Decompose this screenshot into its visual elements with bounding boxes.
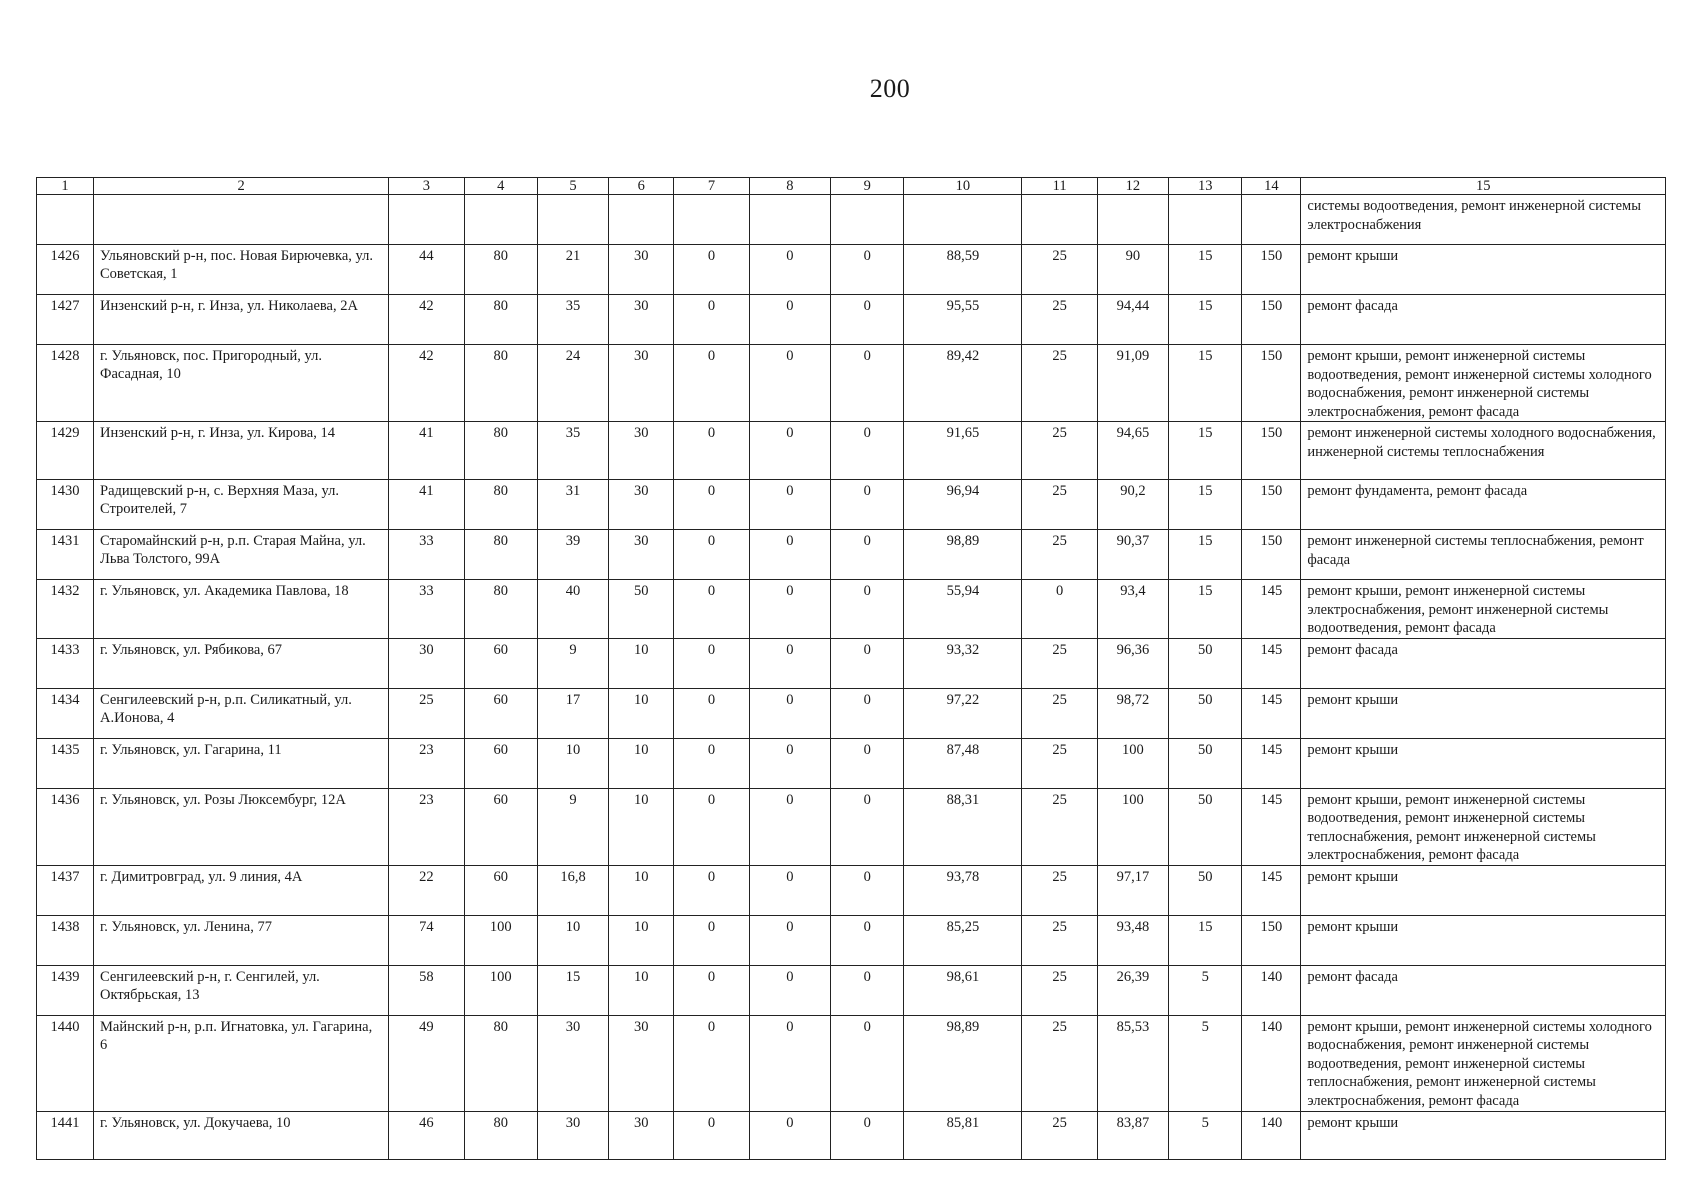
table-row xyxy=(37,480,1666,530)
value-cell: 60 xyxy=(464,865,537,915)
value-cell: 0 xyxy=(831,480,904,530)
value-cell: 150 xyxy=(1242,295,1301,345)
row-id-cell: 1438 xyxy=(37,915,94,965)
value-cell: 0 xyxy=(749,738,830,788)
value-cell: 5 xyxy=(1169,1015,1242,1111)
column-header: 8 xyxy=(749,178,830,195)
empty-cell xyxy=(94,195,389,245)
value-cell: 33 xyxy=(389,530,464,580)
value-cell: 0 xyxy=(674,865,749,915)
value-cell: 0 xyxy=(674,688,749,738)
value-cell: 0 xyxy=(749,915,830,965)
value-cell: 150 xyxy=(1242,245,1301,295)
value-cell: 145 xyxy=(1242,638,1301,688)
value-cell: 15 xyxy=(537,965,608,1015)
value-cell: 39 xyxy=(537,530,608,580)
value-cell: 145 xyxy=(1242,865,1301,915)
value-cell: 150 xyxy=(1242,530,1301,580)
value-cell: 85,25 xyxy=(904,915,1022,965)
value-cell: 0 xyxy=(749,422,830,480)
empty-cell xyxy=(749,195,830,245)
value-cell: 50 xyxy=(1169,865,1242,915)
address-cell: Старомайнский р-н, р.п. Старая Майна, ул. Льва Толстого, 99А xyxy=(94,530,389,580)
table-row xyxy=(37,1015,1666,1111)
value-cell: 93,4 xyxy=(1097,580,1168,639)
value-cell: 93,48 xyxy=(1097,915,1168,965)
value-cell: 0 xyxy=(749,965,830,1015)
value-cell: 87,48 xyxy=(904,738,1022,788)
value-cell: 49 xyxy=(389,1015,464,1111)
value-cell: 88,31 xyxy=(904,788,1022,865)
value-cell: 0 xyxy=(674,530,749,580)
value-cell: 97,22 xyxy=(904,688,1022,738)
value-cell: 50 xyxy=(609,580,674,639)
value-cell: 90 xyxy=(1097,245,1168,295)
table-row xyxy=(37,965,1666,1015)
value-cell: 97,17 xyxy=(1097,865,1168,915)
address-cell: Радищевский р-н, с. Верхняя Маза, ул. Строителей, 7 xyxy=(94,480,389,530)
value-cell: 0 xyxy=(831,295,904,345)
value-cell: 0 xyxy=(674,638,749,688)
value-cell: 25 xyxy=(1022,965,1097,1015)
value-cell: 150 xyxy=(1242,480,1301,530)
address-cell: г. Ульяновск, ул. Ленина, 77 xyxy=(94,915,389,965)
value-cell: 80 xyxy=(464,295,537,345)
value-cell: 94,44 xyxy=(1097,295,1168,345)
value-cell: 10 xyxy=(609,788,674,865)
empty-cell xyxy=(37,195,94,245)
value-cell: 0 xyxy=(749,530,830,580)
value-cell: 0 xyxy=(831,530,904,580)
row-id-cell: 1426 xyxy=(37,245,94,295)
table-row xyxy=(37,530,1666,580)
table-row xyxy=(37,245,1666,295)
address-cell: г. Ульяновск, ул. Розы Люксембург, 12А xyxy=(94,788,389,865)
value-cell: 25 xyxy=(1022,345,1097,422)
value-cell: 26,39 xyxy=(1097,965,1168,1015)
column-header: 12 xyxy=(1097,178,1168,195)
row-id-cell: 1430 xyxy=(37,480,94,530)
row-id-cell: 1441 xyxy=(37,1111,94,1159)
value-cell: 25 xyxy=(1022,915,1097,965)
value-cell: 90,2 xyxy=(1097,480,1168,530)
row-id-cell: 1440 xyxy=(37,1015,94,1111)
value-cell: 80 xyxy=(464,1111,537,1159)
value-cell: 0 xyxy=(831,345,904,422)
value-cell: 0 xyxy=(749,688,830,738)
column-header: 7 xyxy=(674,178,749,195)
value-cell: 95,55 xyxy=(904,295,1022,345)
works-cell: ремонт крыши xyxy=(1301,915,1666,965)
row-id-cell: 1437 xyxy=(37,865,94,915)
value-cell: 0 xyxy=(674,345,749,422)
value-cell: 98,89 xyxy=(904,530,1022,580)
value-cell: 100 xyxy=(1097,788,1168,865)
value-cell: 140 xyxy=(1242,1015,1301,1111)
works-cell: ремонт крыши, ремонт инженерной системы электроснабжения, ремонт инженерной системы водоотведения, ремонт фасада xyxy=(1301,580,1666,639)
value-cell: 80 xyxy=(464,422,537,480)
value-cell: 0 xyxy=(749,865,830,915)
value-cell: 0 xyxy=(674,1015,749,1111)
value-cell: 41 xyxy=(389,480,464,530)
table-row xyxy=(37,345,1666,422)
empty-cell xyxy=(537,195,608,245)
value-cell: 25 xyxy=(1022,1111,1097,1159)
value-cell: 17 xyxy=(537,688,608,738)
address-cell: Сенгилеевский р-н, г. Сенгилей, ул. Октябрьская, 13 xyxy=(94,965,389,1015)
column-header: 13 xyxy=(1169,178,1242,195)
value-cell: 0 xyxy=(749,580,830,639)
works-cell: ремонт фасада xyxy=(1301,965,1666,1015)
value-cell: 58 xyxy=(389,965,464,1015)
value-cell: 100 xyxy=(464,915,537,965)
works-cell: ремонт крыши, ремонт инженерной системы холодного водоснабжения, ремонт инженерной системы водоотведения, ремонт инженерной системы теплоснабжения, ремонт инженерной системы электроснабжения, ремонт фасада xyxy=(1301,1015,1666,1111)
value-cell: 83,87 xyxy=(1097,1111,1168,1159)
continuation-row xyxy=(37,195,1666,245)
value-cell: 15 xyxy=(1169,480,1242,530)
empty-cell xyxy=(464,195,537,245)
value-cell: 0 xyxy=(749,788,830,865)
value-cell: 0 xyxy=(749,295,830,345)
value-cell: 15 xyxy=(1169,580,1242,639)
value-cell: 10 xyxy=(609,915,674,965)
address-cell: Ульяновский р-н, пос. Новая Бирючевка, ул. Советская, 1 xyxy=(94,245,389,295)
value-cell: 10 xyxy=(609,738,674,788)
value-cell: 30 xyxy=(609,480,674,530)
value-cell: 0 xyxy=(831,638,904,688)
value-cell: 0 xyxy=(831,965,904,1015)
value-cell: 96,94 xyxy=(904,480,1022,530)
value-cell: 80 xyxy=(464,245,537,295)
empty-cell xyxy=(609,195,674,245)
value-cell: 35 xyxy=(537,422,608,480)
works-cell: ремонт крыши, ремонт инженерной системы водоотведения, ремонт инженерной системы теплоснабжения, ремонт инженерной системы электроснабжения, ремонт фасада xyxy=(1301,788,1666,865)
table-row xyxy=(37,295,1666,345)
value-cell: 0 xyxy=(1022,580,1097,639)
value-cell: 60 xyxy=(464,638,537,688)
value-cell: 150 xyxy=(1242,915,1301,965)
value-cell: 80 xyxy=(464,580,537,639)
value-cell: 0 xyxy=(674,580,749,639)
works-cell: ремонт крыши xyxy=(1301,738,1666,788)
works-cell: ремонт крыши xyxy=(1301,688,1666,738)
value-cell: 5 xyxy=(1169,1111,1242,1159)
value-cell: 80 xyxy=(464,480,537,530)
empty-cell xyxy=(674,195,749,245)
value-cell: 60 xyxy=(464,788,537,865)
value-cell: 80 xyxy=(464,345,537,422)
works-cell: ремонт крыши xyxy=(1301,245,1666,295)
value-cell: 9 xyxy=(537,638,608,688)
value-cell: 50 xyxy=(1169,688,1242,738)
value-cell: 0 xyxy=(831,788,904,865)
value-cell: 0 xyxy=(831,688,904,738)
value-cell: 145 xyxy=(1242,688,1301,738)
column-header: 2 xyxy=(94,178,389,195)
value-cell: 0 xyxy=(674,788,749,865)
column-header: 11 xyxy=(1022,178,1097,195)
value-cell: 88,59 xyxy=(904,245,1022,295)
value-cell: 25 xyxy=(1022,245,1097,295)
value-cell: 0 xyxy=(749,245,830,295)
value-cell: 100 xyxy=(1097,738,1168,788)
value-cell: 25 xyxy=(1022,480,1097,530)
value-cell: 25 xyxy=(1022,1015,1097,1111)
value-cell: 15 xyxy=(1169,345,1242,422)
value-cell: 85,81 xyxy=(904,1111,1022,1159)
value-cell: 42 xyxy=(389,295,464,345)
value-cell: 22 xyxy=(389,865,464,915)
row-id-cell: 1431 xyxy=(37,530,94,580)
works-cell: системы водоотведения, ремонт инженерной системы электроснабжения xyxy=(1301,195,1666,245)
value-cell: 44 xyxy=(389,245,464,295)
value-cell: 0 xyxy=(674,1111,749,1159)
works-cell: ремонт крыши, ремонт инженерной системы водоотведения, ремонт инженерной системы холодного водоснабжения, ремонт инженерной системы электроснабжения, ремонт фасада xyxy=(1301,345,1666,422)
row-id-cell: 1435 xyxy=(37,738,94,788)
value-cell: 100 xyxy=(464,965,537,1015)
table-row xyxy=(37,915,1666,965)
value-cell: 30 xyxy=(609,345,674,422)
column-header: 4 xyxy=(464,178,537,195)
works-cell: ремонт крыши xyxy=(1301,865,1666,915)
empty-cell xyxy=(1242,195,1301,245)
address-cell: г. Ульяновск, ул. Рябикова, 67 xyxy=(94,638,389,688)
address-cell: г. Димитровград, ул. 9 линия, 4А xyxy=(94,865,389,915)
value-cell: 0 xyxy=(749,480,830,530)
value-cell: 25 xyxy=(1022,788,1097,865)
value-cell: 24 xyxy=(537,345,608,422)
value-cell: 80 xyxy=(464,1015,537,1111)
value-cell: 5 xyxy=(1169,965,1242,1015)
value-cell: 0 xyxy=(674,738,749,788)
value-cell: 90,37 xyxy=(1097,530,1168,580)
row-id-cell: 1434 xyxy=(37,688,94,738)
table-row xyxy=(37,788,1666,865)
value-cell: 94,65 xyxy=(1097,422,1168,480)
value-cell: 0 xyxy=(749,1111,830,1159)
row-id-cell: 1427 xyxy=(37,295,94,345)
value-cell: 0 xyxy=(674,245,749,295)
table-row xyxy=(37,422,1666,480)
column-header: 14 xyxy=(1242,178,1301,195)
value-cell: 15 xyxy=(1169,915,1242,965)
works-cell: ремонт крыши xyxy=(1301,1111,1666,1159)
address-cell: г. Ульяновск, пос. Пригородный, ул. Фасадная, 10 xyxy=(94,345,389,422)
value-cell: 40 xyxy=(537,580,608,639)
value-cell: 30 xyxy=(609,1015,674,1111)
value-cell: 25 xyxy=(389,688,464,738)
value-cell: 15 xyxy=(1169,245,1242,295)
value-cell: 15 xyxy=(1169,530,1242,580)
value-cell: 46 xyxy=(389,1111,464,1159)
value-cell: 96,36 xyxy=(1097,638,1168,688)
value-cell: 10 xyxy=(609,638,674,688)
value-cell: 30 xyxy=(537,1111,608,1159)
column-header: 5 xyxy=(537,178,608,195)
address-cell: Сенгилеевский р-н, р.п. Силикатный, ул. А.Ионова, 4 xyxy=(94,688,389,738)
value-cell: 60 xyxy=(464,688,537,738)
value-cell: 0 xyxy=(831,422,904,480)
value-cell: 0 xyxy=(831,580,904,639)
row-id-cell: 1439 xyxy=(37,965,94,1015)
value-cell: 9 xyxy=(537,788,608,865)
address-cell: Инзенский р-н, г. Инза, ул. Кирова, 14 xyxy=(94,422,389,480)
value-cell: 74 xyxy=(389,915,464,965)
value-cell: 10 xyxy=(609,688,674,738)
value-cell: 50 xyxy=(1169,788,1242,865)
value-cell: 55,94 xyxy=(904,580,1022,639)
table-row xyxy=(37,865,1666,915)
empty-cell xyxy=(389,195,464,245)
value-cell: 0 xyxy=(749,345,830,422)
value-cell: 140 xyxy=(1242,965,1301,1015)
value-cell: 145 xyxy=(1242,788,1301,865)
table-row xyxy=(37,738,1666,788)
value-cell: 0 xyxy=(674,965,749,1015)
works-cell: ремонт фасада xyxy=(1301,295,1666,345)
row-id-cell: 1433 xyxy=(37,638,94,688)
column-header: 15 xyxy=(1301,178,1666,195)
value-cell: 50 xyxy=(1169,638,1242,688)
value-cell: 25 xyxy=(1022,738,1097,788)
value-cell: 0 xyxy=(749,1015,830,1111)
works-cell: ремонт инженерной системы холодного водоснабжения, инженерной системы теплоснабжения xyxy=(1301,422,1666,480)
empty-cell xyxy=(904,195,1022,245)
value-cell: 33 xyxy=(389,580,464,639)
value-cell: 10 xyxy=(537,738,608,788)
value-cell: 98,61 xyxy=(904,965,1022,1015)
value-cell: 0 xyxy=(831,738,904,788)
column-header: 10 xyxy=(904,178,1022,195)
value-cell: 41 xyxy=(389,422,464,480)
value-cell: 98,89 xyxy=(904,1015,1022,1111)
value-cell: 145 xyxy=(1242,580,1301,639)
value-cell: 150 xyxy=(1242,345,1301,422)
column-header: 6 xyxy=(609,178,674,195)
value-cell: 15 xyxy=(1169,422,1242,480)
value-cell: 15 xyxy=(1169,295,1242,345)
value-cell: 25 xyxy=(1022,865,1097,915)
empty-cell xyxy=(1097,195,1168,245)
value-cell: 25 xyxy=(1022,530,1097,580)
value-cell: 35 xyxy=(537,295,608,345)
value-cell: 89,42 xyxy=(904,345,1022,422)
value-cell: 30 xyxy=(609,295,674,345)
value-cell: 30 xyxy=(609,245,674,295)
value-cell: 25 xyxy=(1022,295,1097,345)
value-cell: 0 xyxy=(831,1111,904,1159)
value-cell: 91,09 xyxy=(1097,345,1168,422)
value-cell: 30 xyxy=(609,422,674,480)
value-cell: 30 xyxy=(609,530,674,580)
value-cell: 145 xyxy=(1242,738,1301,788)
address-cell: Майнский р-н, р.п. Игнатовка, ул. Гагарина, 6 xyxy=(94,1015,389,1111)
value-cell: 0 xyxy=(674,295,749,345)
value-cell: 0 xyxy=(831,865,904,915)
value-cell: 0 xyxy=(674,915,749,965)
empty-cell xyxy=(831,195,904,245)
value-cell: 10 xyxy=(537,915,608,965)
value-cell: 10 xyxy=(609,865,674,915)
works-cell: ремонт фасада xyxy=(1301,638,1666,688)
empty-cell xyxy=(1022,195,1097,245)
value-cell: 0 xyxy=(674,422,749,480)
row-id-cell: 1436 xyxy=(37,788,94,865)
value-cell: 25 xyxy=(1022,688,1097,738)
value-cell: 60 xyxy=(464,738,537,788)
works-cell: ремонт инженерной системы теплоснабжения, ремонт фасада xyxy=(1301,530,1666,580)
table-row xyxy=(37,580,1666,639)
value-cell: 23 xyxy=(389,788,464,865)
value-cell: 30 xyxy=(537,1015,608,1111)
value-cell: 30 xyxy=(609,1111,674,1159)
value-cell: 23 xyxy=(389,738,464,788)
page-number: 200 xyxy=(869,74,911,103)
value-cell: 85,53 xyxy=(1097,1015,1168,1111)
address-cell: Инзенский р-н, г. Инза, ул. Николаева, 2А xyxy=(94,295,389,345)
value-cell: 0 xyxy=(831,245,904,295)
value-cell: 50 xyxy=(1169,738,1242,788)
value-cell: 25 xyxy=(1022,638,1097,688)
register-table xyxy=(36,177,1666,1160)
address-cell: г. Ульяновск, ул. Академика Павлова, 18 xyxy=(94,580,389,639)
value-cell: 25 xyxy=(1022,422,1097,480)
value-cell: 91,65 xyxy=(904,422,1022,480)
value-cell: 150 xyxy=(1242,422,1301,480)
value-cell: 0 xyxy=(749,638,830,688)
column-header: 9 xyxy=(831,178,904,195)
table-row xyxy=(37,638,1666,688)
column-header: 1 xyxy=(37,178,94,195)
value-cell: 42 xyxy=(389,345,464,422)
row-id-cell: 1428 xyxy=(37,345,94,422)
value-cell: 93,78 xyxy=(904,865,1022,915)
value-cell: 30 xyxy=(389,638,464,688)
table-row xyxy=(37,688,1666,738)
value-cell: 0 xyxy=(831,1015,904,1111)
empty-cell xyxy=(1169,195,1242,245)
works-cell: ремонт фундамента, ремонт фасада xyxy=(1301,480,1666,530)
value-cell: 80 xyxy=(464,530,537,580)
value-cell: 93,32 xyxy=(904,638,1022,688)
column-number-header-row xyxy=(37,178,1666,195)
value-cell: 10 xyxy=(609,965,674,1015)
address-cell: г. Ульяновск, ул. Докучаева, 10 xyxy=(94,1111,389,1159)
value-cell: 31 xyxy=(537,480,608,530)
value-cell: 16,8 xyxy=(537,865,608,915)
value-cell: 98,72 xyxy=(1097,688,1168,738)
row-id-cell: 1432 xyxy=(37,580,94,639)
value-cell: 0 xyxy=(674,480,749,530)
value-cell: 21 xyxy=(537,245,608,295)
row-id-cell: 1429 xyxy=(37,422,94,480)
table-row xyxy=(37,1111,1666,1159)
value-cell: 0 xyxy=(831,915,904,965)
address-cell: г. Ульяновск, ул. Гагарина, 11 xyxy=(94,738,389,788)
column-header: 3 xyxy=(389,178,464,195)
value-cell: 140 xyxy=(1242,1111,1301,1159)
